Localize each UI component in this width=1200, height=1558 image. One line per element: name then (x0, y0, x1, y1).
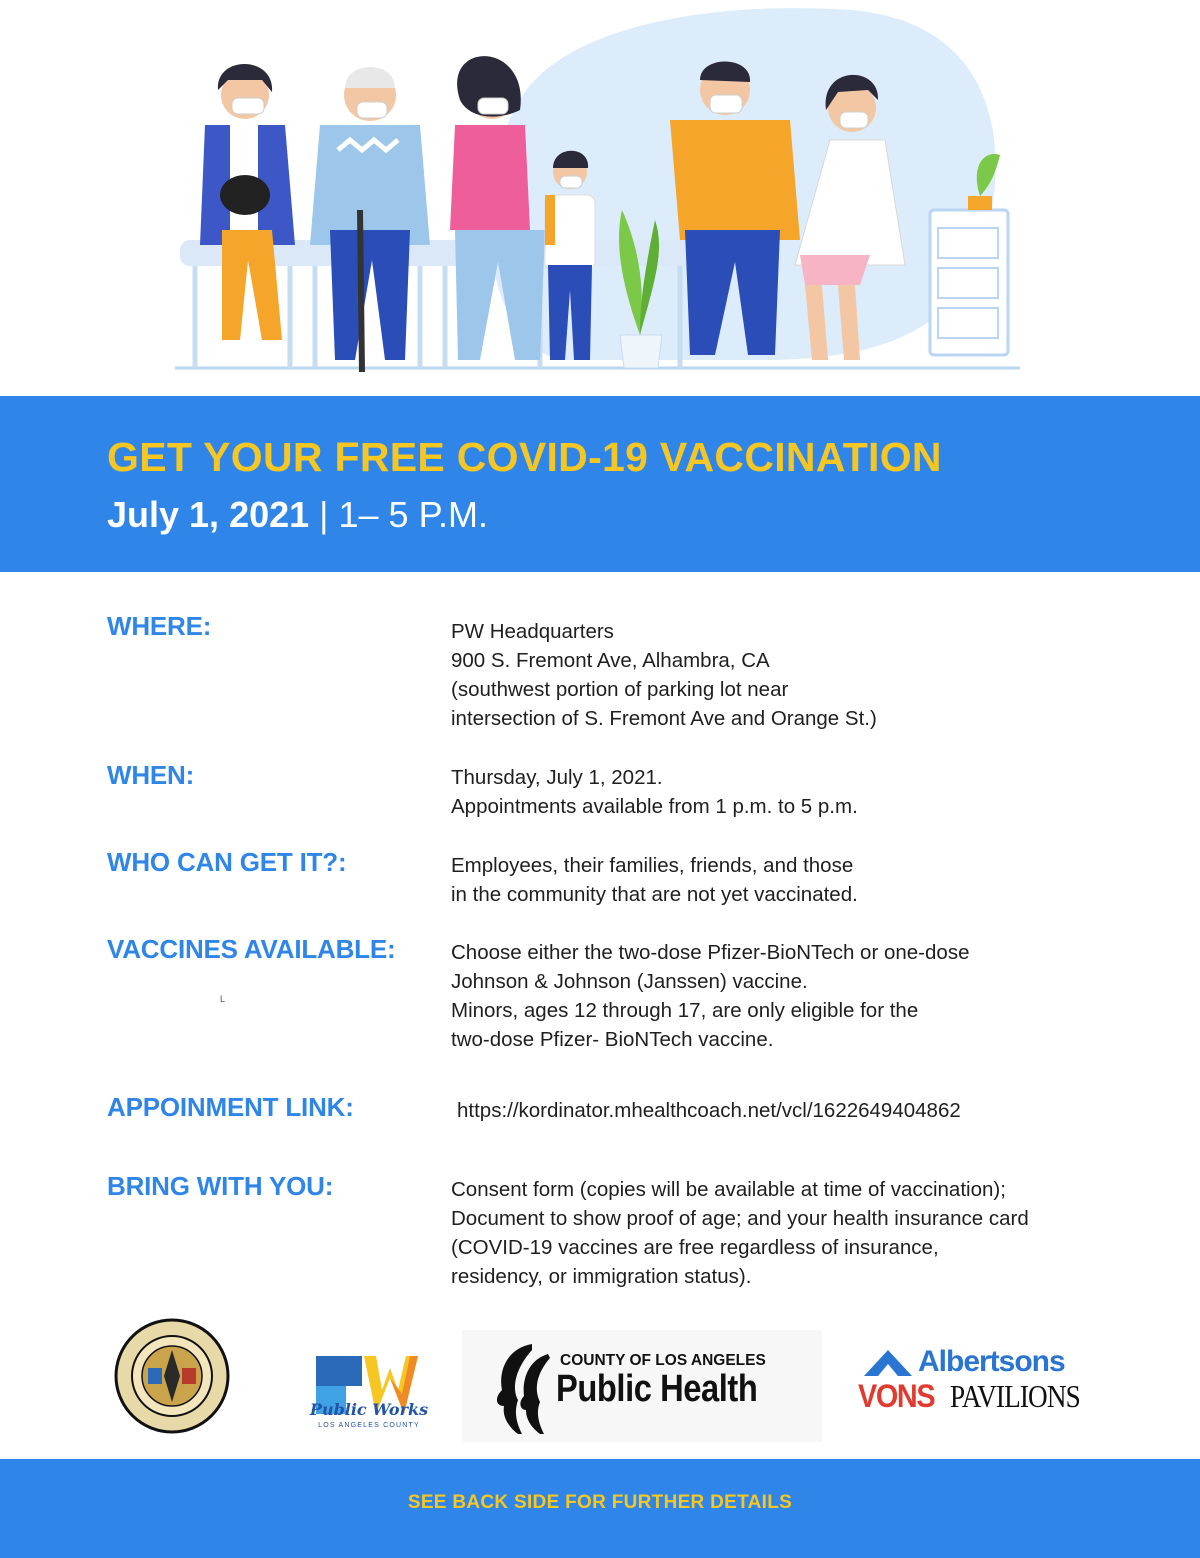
page-title: GET YOUR FREE COVID-19 VACCINATION (107, 434, 942, 480)
appointment-link[interactable] (457, 1096, 1177, 1125)
public-health-county: COUNTY OF LOS ANGELES (560, 1352, 766, 1369)
where-value (451, 617, 1171, 733)
when-label: WHEN: (107, 760, 195, 790)
who-line: Employees, their families, friends, and those (451, 854, 854, 877)
county-seal-logo (114, 1318, 230, 1434)
footer-text: SEE BACK SIDE FOR FURTHER DETAILS (407, 1492, 793, 1513)
header-banner (0, 396, 1200, 572)
event-time: 1– 5 P.M. (338, 494, 488, 535)
vons-logo: VONS (858, 1378, 935, 1414)
vaccines-value (451, 938, 1171, 1054)
public-works-name: Public Works (309, 1400, 429, 1419)
vaccines-line: Choose either the two-dose Pfizer-BioNTech or one-dose (451, 941, 970, 964)
bring-line: Consent form (copies will be available at time of vaccination); (451, 1178, 1006, 1201)
appointment-url[interactable]: https://kordinator.mhealthcoach.net/vcl/1622649404862 (457, 1099, 961, 1122)
appointment-link-label: APPOINMENT LINK: (107, 1092, 354, 1122)
profile-faces-icon (488, 1340, 554, 1438)
public-works-logo (306, 1336, 432, 1436)
date-separator: | (309, 494, 339, 535)
who-label: WHO CAN GET IT?: (107, 847, 347, 877)
where-line: PW Headquarters (451, 620, 614, 643)
who-value (451, 851, 1171, 909)
bring-line: Document to show proof of age; and your health insurance card (451, 1207, 1029, 1230)
where-label: WHERE: (107, 611, 212, 641)
event-date: July 1, 2021 (107, 494, 310, 535)
bring-value (451, 1175, 1171, 1291)
event-date-time (107, 494, 488, 536)
vaccines-line: Minors, ages 12 through 17, are only eligible for the (451, 999, 919, 1022)
when-line: Thursday, July 1, 2021. (451, 766, 663, 789)
where-line: (southwest portion of parking lot near (451, 678, 789, 701)
when-line: Appointments available from 1 p.m. to 5 p.m. (451, 795, 858, 818)
vaccines-label: VACCINES AVAILABLE: (107, 934, 396, 964)
pavilions-logo: PAVILIONS (950, 1378, 1080, 1414)
bring-label: BRING WITH YOU: (107, 1171, 334, 1201)
where-line: intersection of S. Fremont Ave and Orange St.) (451, 707, 877, 730)
public-works-subtitle: LOS ANGELES COUNTY (318, 1422, 420, 1429)
stray-mark: L (220, 994, 226, 1004)
who-line: in the community that are not yet vaccinated. (451, 883, 858, 906)
vaccines-line: Johnson & Johnson (Janssen) vaccine. (451, 970, 808, 993)
public-health-name: Public Health (556, 1368, 758, 1410)
vaccines-line: two-dose Pfizer- BioNTech vaccine. (451, 1028, 774, 1051)
bring-line: (COVID-19 vaccines are free regardless of insurance, (451, 1236, 939, 1259)
vaccination-illustration (0, 0, 1200, 396)
bring-line: residency, or immigration status). (451, 1265, 752, 1288)
albertsons-logo: Albertsons (918, 1345, 1065, 1378)
when-value (451, 763, 1171, 821)
albertsons-house-icon (862, 1346, 914, 1378)
where-line: 900 S. Fremont Ave, Alhambra, CA (451, 649, 770, 672)
